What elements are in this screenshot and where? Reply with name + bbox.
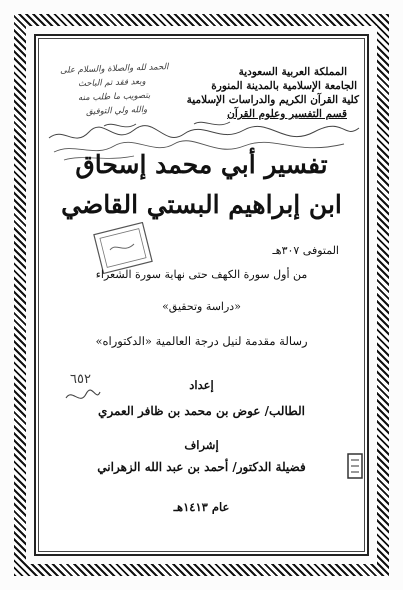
- handwritten-note-line3: بتصويب ما طلب منه: [77, 90, 151, 104]
- prepared-label: إعداد: [189, 378, 214, 392]
- header-college: كلية القرآن الكريم والدراسات الإسلامية: [186, 94, 359, 106]
- margin-numbers: ٦٥٢: [70, 372, 91, 387]
- title-line1: تفسير أبي محمد إسحاق: [75, 150, 328, 179]
- edge-stamp-icon: [346, 452, 366, 482]
- header-department: قسم التفسير وعلوم القرآن: [227, 108, 347, 120]
- thesis-text: رسالة مقدمة لنيل درجة العالمية «الدكتوراه»: [95, 334, 308, 348]
- student-name: الطالب/ عوض بن محمد بن ظافر العمري: [98, 404, 305, 418]
- supervisor-name: فضيلة الدكتور/ أحمد بن عبد الله الزهراني: [97, 460, 306, 474]
- year-text: عام ١٤١٣هـ: [173, 500, 230, 514]
- header-university: الجامعة الإسلامية بالمدينة المنورة: [211, 80, 357, 92]
- supervision-label: إشراف: [184, 438, 219, 452]
- handwritten-note-line4: والله ولي التوفيق: [85, 104, 148, 118]
- scope-text: من أول سورة الكهف حتى نهاية سورة الشعراء: [95, 268, 308, 281]
- handwritten-note-line2: وبعد فقد تم الباحث: [77, 76, 146, 90]
- header-country: المملكة العربية السعودية: [238, 66, 347, 78]
- title-line2: ابن إبراهيم البستي القاضي: [61, 190, 342, 219]
- author-death-year: المتوفى ٣٠٧هـ: [272, 244, 339, 257]
- study-label: «دراسة وتحقيق»: [162, 300, 241, 313]
- handwritten-note-line1: الحمد لله والصلاة والسلام على: [59, 62, 169, 76]
